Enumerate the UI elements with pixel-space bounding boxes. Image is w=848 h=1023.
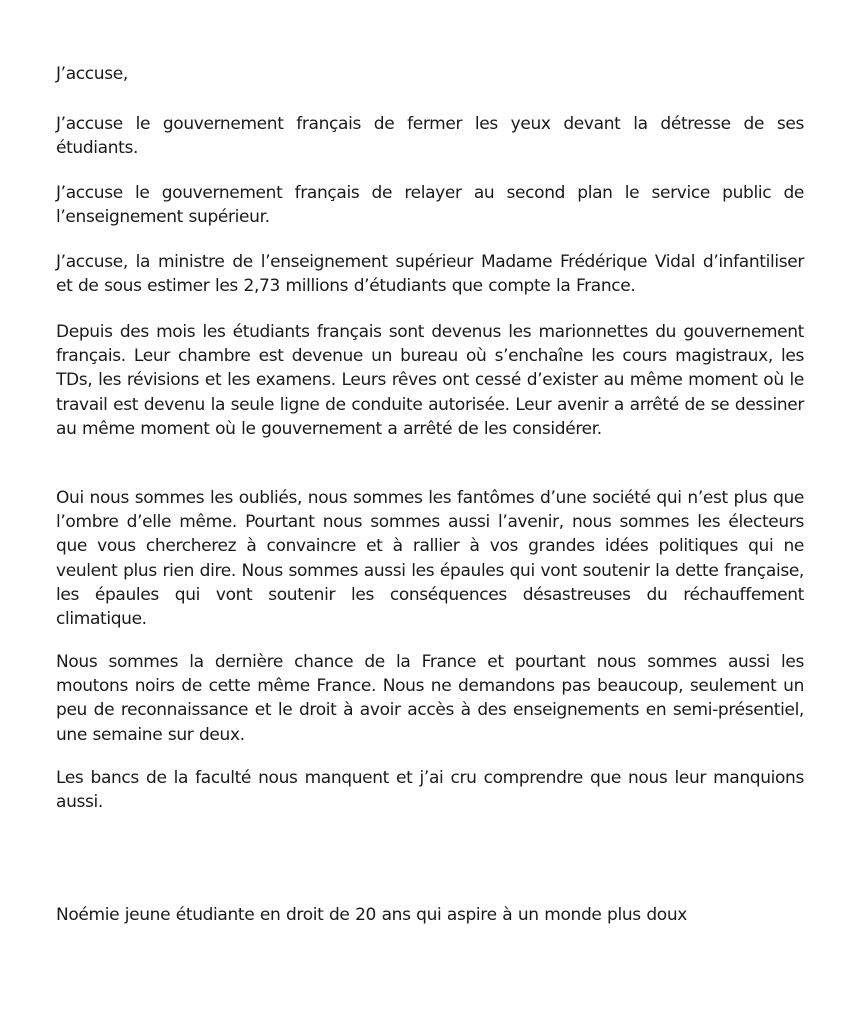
paragraph-marionnettes: Depuis des mois les étudiants français sont devenus les marionnettes du gouvernement français. Leur chambre est devenue un bureau où s’enchaîne les cours magistraux, les TDs, les révisions et les examens. Leurs rêves ont cessé d’exister au même moment où le travail est devenu la seule ligne de conduite autorisée. Leur avenir a arrêté de se dessiner au même moment où le gouvernement a arrêté de les considérer. [56,322,804,439]
paragraph-oublies: Oui nous sommes les oubliés, nous sommes les fantômes d’une société qui n’est plus que l’ombre d’elle même. Pourtant nous sommes aussi l’avenir, nous sommes les électeurs que vous chercherez à convaincre et à rallier à vos grandes idées politiques qui ne veulent plus rien dire. Nous sommes aussi les épaules qui vont soutenir la dette française, les épaules qui vont soutenir les conséquences désastreuses du réchauffement climatique. [56,488,804,630]
paragraph-accuse-service-public: J’accuse le gouvernement français de relayer au second plan le service public de l’enseignement supérieur. [56,183,804,228]
paragraph-accuse-yeux: J’accuse le gouvernement français de fermer les yeux devant la détresse de ses étudiants. [56,114,804,159]
paragraph-bancs-faculte: Les bancs de la faculté nous manquent et j’ai cru comprendre que nous leur manquions aussi. [56,768,804,813]
signature: Noémie jeune étudiante en droit de 20 ans qui aspire à un monde plus doux [56,905,687,925]
paragraph-accuse-ministre: J’accuse, la ministre de l’enseignement supérieur Madame Frédérique Vidal d’infantiliser et de sous estimer les 2,73 millions d’étudiants que compte la France. [56,252,804,297]
salutation: J’accuse, [56,64,128,84]
paragraph-derniere-chance: Nous sommes la dernière chance de la France et pourtant nous sommes aussi les moutons noirs de cette même France. Nous ne demandons pas beaucoup, seulement un peu de reconnaissance et le droit à avoir accès à des enseignements en semi-présentiel, une semaine sur deux. [56,652,804,745]
